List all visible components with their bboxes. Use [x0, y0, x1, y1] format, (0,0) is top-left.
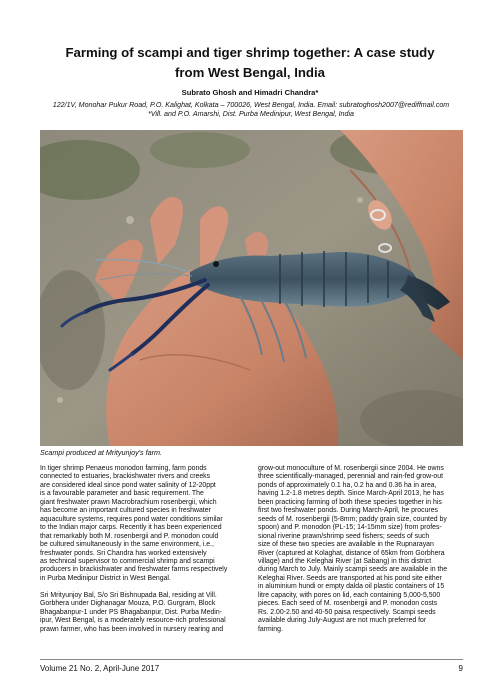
article-title-line-2: from West Bengal, India	[175, 65, 325, 80]
figure-caption: Scampi produced at Mrityunjoy's farm.	[40, 448, 163, 457]
page-number: 9	[458, 664, 463, 673]
right-column	[258, 465, 464, 634]
scampi-photo	[40, 130, 463, 446]
body-paragraph: In tiger shrimp Penaeus monodon farming, farm ponds connected to estuaries, brackishwater rivers and creeks are considered ideal since pond water salinity of 12-20ppt is a favourable parameter and basic requirement. The giant freshwater prawn Macrobrachium rosenbergii, which has become an important cultured species in freshwater aquaculture systems, requires pond water conditions similar to the Indian major carps. Recently it has been experienced that remarkably both M. rosenbergii and P. monodon could be cultured simultaneously in the same environment, i.e., freshwater ponds. Sri Chandra has worked extensively as technical supervisor to commercial shrimp and scampi producers in brackishwater and freshwater farms respectively in Purba Medinipur District in West Bengal.	[40, 465, 228, 582]
footer-divider	[40, 659, 463, 660]
left-column	[40, 465, 246, 634]
article-title-line-1: Farming of scampi and tiger shrimp together: A case study	[65, 45, 435, 60]
author-affiliations	[38, 101, 464, 120]
affiliation-line-2: *Vill. and P.O. Amarshi, Dist. Purba Medinipur, West Bengal, India	[148, 110, 354, 119]
journal-issue: Volume 21 No. 2, April-June 2017	[40, 664, 160, 673]
body-paragraph: grow-out monoculture of M. rosenbergii since 2004. He owns three scientifically-managed, perennial and rain-fed grow-out ponds of approximately 0.1 ha, 0.2 ha and 0.36 ha in area, having 1.2-1.8 metres depth. Since March-April 2013, he has been practicing farming of both these species together in his first two freshwater ponds. During March-April, he procures seeds of M. rosenbergii (5-8mm; paddy grain size, counted by spoon) and P. monodon (PL-15; 14-15mm size) from profes- sional riverine prawn/shrimp seed fishers; seeds of such size of these two species are available in the Rupnarayan River (captured at Kolaghat, distance of 65km from Gorbhera village) and the Keleghai River (at Sabang) in this district during March to July. Mainly scampi seeds are available in the Keleghai River. Seeds are transported at his pond site either in aluminium hundi or empty dalda oil plastic containers of 15 litre capacity, with pores on lid, each containing 5,000-5,500 pieces. Each seed of M. rosenbergii and P. monodon costs Rs. 2.00-2.50 and 40-50 paisa respectively. Scampi seeds available during July-August are not much preferred for farming.	[258, 465, 448, 633]
affiliation-line-1: 122/1V, Monohar Pukur Road, P.O. Kalighat, Kolkata – 700026, West Bengal, India. Email: subratoghosh2007@rediffmail.com	[52, 101, 450, 109]
article-title	[40, 43, 460, 83]
article-authors: Subrato Ghosh and Himadri Chandra*	[181, 88, 319, 97]
body-paragraph: Sri Mrityunjoy Bal, S/o Sri Bishnupada Bal, residing at Vill. Gorbhera under Dighanagar Mouza, P.O. Gurgram, Block Bhagabanpur-1 under PS Bhagabanpur, Dist. Purba Medin- ipur, West Bengal, is a moderately resource-rich professional prawn farmer, who has been involved in nursery rearing and	[40, 591, 226, 633]
